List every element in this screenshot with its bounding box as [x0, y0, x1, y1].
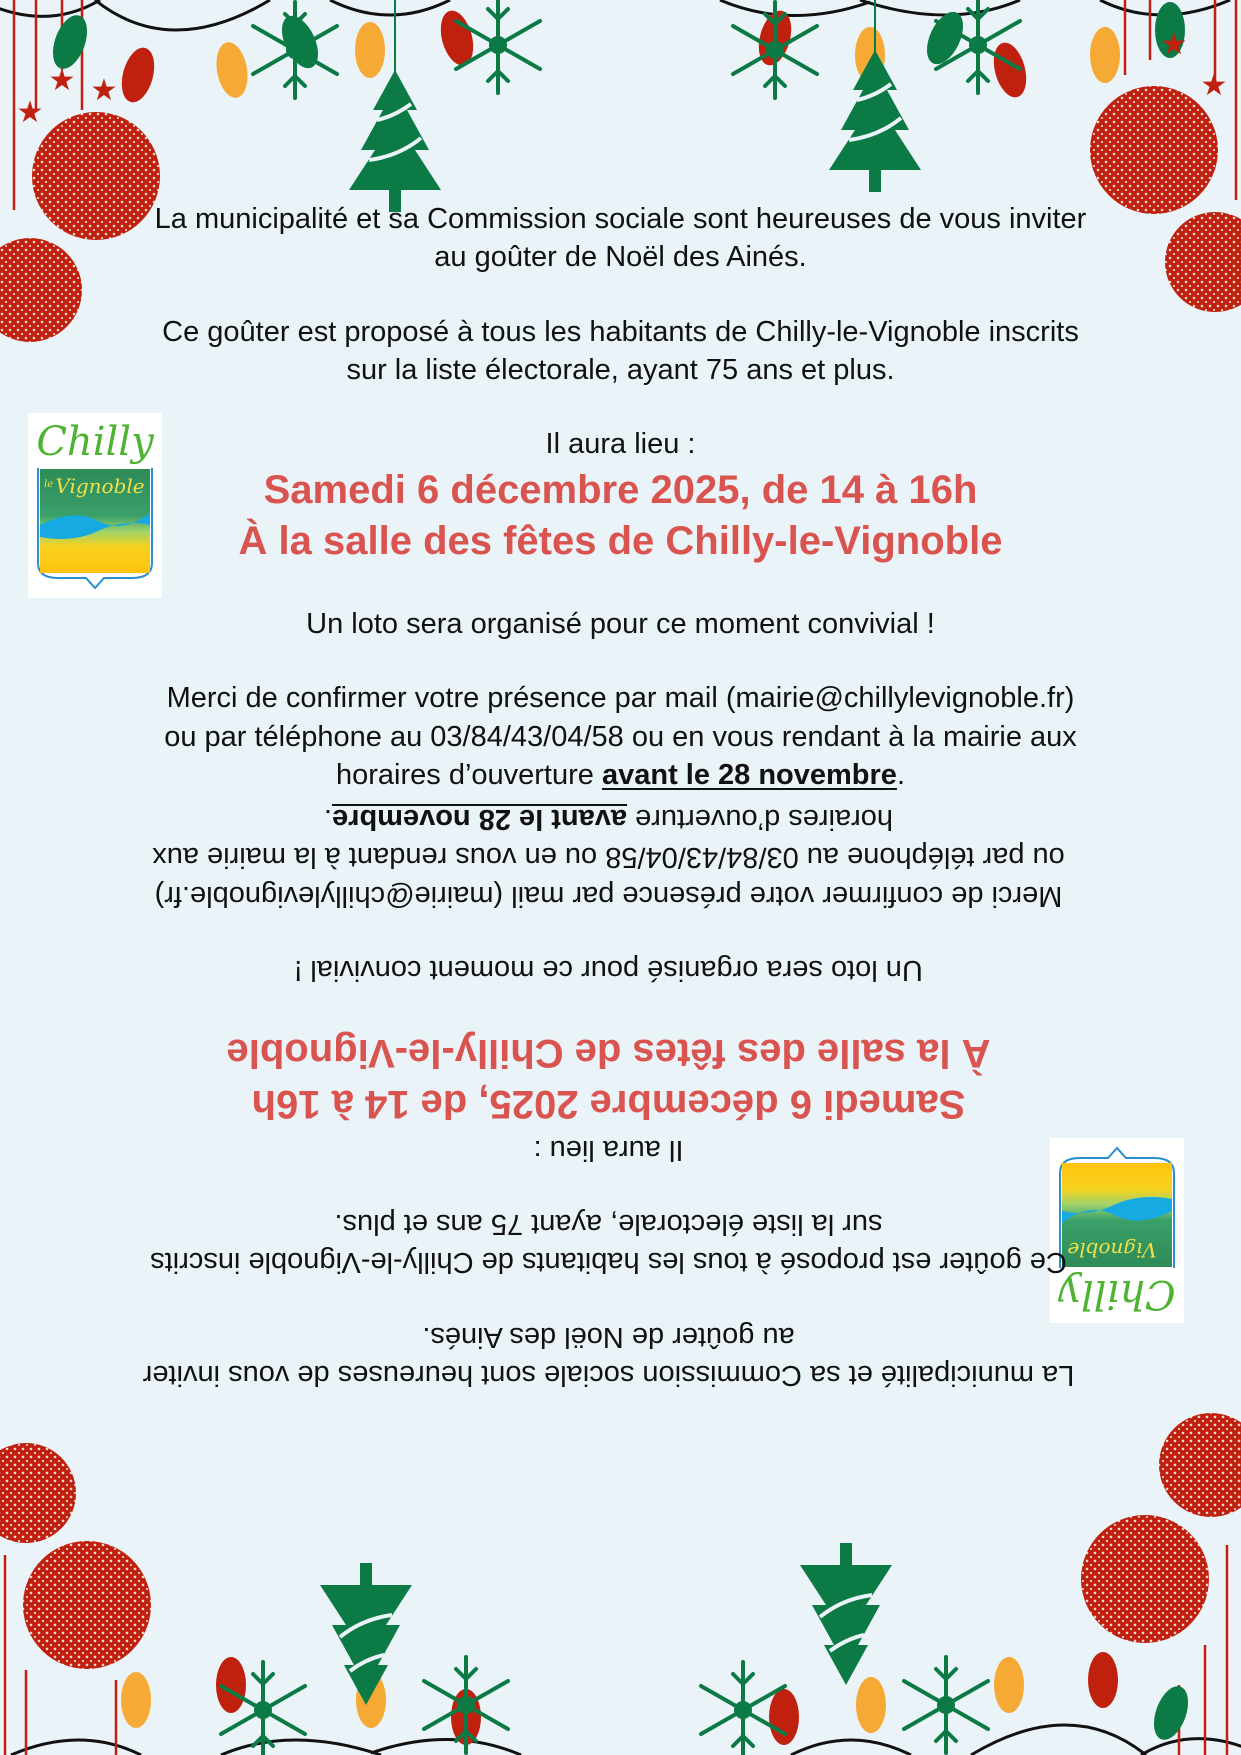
venue-intro: Il aura lieu :: [533, 1134, 684, 1166]
invitation-text: [0, 190, 1241, 800]
christmas-tree-icon: [829, 50, 921, 192]
garland-icon: [0, 0, 1230, 30]
eligibility-line: sur la liste électorale, ayant 75 ans et plus.: [334, 1208, 883, 1240]
loto-line: Un loto sera organisé pour ce moment convivial !: [306, 608, 935, 640]
rsvp-line: Merci de confirmer votre présence par mail (mairie@chillylevignoble.fr): [154, 880, 1063, 912]
rsvp-suffix: .: [896, 759, 906, 791]
eligibility-line: Ce goûter est proposé à tous les habitants de Chilly-le-Vignoble inscrits: [162, 316, 1079, 348]
rsvp-line: ou par téléphone au 03/84/43/04/58 ou en vous rendant à la mairie aux: [152, 841, 1065, 873]
loto-line: Un loto sera organisé pour ce moment convivial !: [294, 954, 923, 986]
svg-text:Vignoble: Vignoble: [1067, 1238, 1157, 1262]
invitation-text-upside-down: [0, 794, 1229, 1404]
svg-text:★: ★: [90, 73, 118, 108]
svg-text:★: ★: [1200, 68, 1228, 103]
star-icon: [17, 27, 1228, 130]
intro-line: La municipalité et sa Commission sociale sont heureuses de vous inviter: [142, 1359, 1075, 1391]
rsvp-deadline: avant le 28 novembre: [332, 803, 628, 835]
rsvp-prefix: horaires d’ouverture: [627, 803, 894, 835]
svg-text:Chilly: Chilly: [36, 419, 154, 465]
rsvp-line: ou par téléphone au 03/84/43/04/58 ou en vous rendant à la mairie aux: [164, 721, 1077, 753]
svg-text:★: ★: [1160, 27, 1188, 62]
snowflake-icon: [253, 2, 337, 98]
bulb-icon: [46, 2, 1185, 106]
event-date: Samedi 6 décembre 2025, de 14 à 16h: [263, 468, 978, 512]
intro-line: au goûter de Noël des Ainés.: [434, 241, 807, 273]
rsvp-deadline: avant le 28 novembre: [601, 759, 897, 791]
svg-text:Chilly: Chilly: [1058, 1271, 1176, 1317]
event-place: À la salle des fêtes de Chilly-le-Vignoble: [238, 519, 1003, 563]
rsvp-suffix: .: [323, 803, 333, 835]
intro-line: au goûter de Noël des Ainés.: [422, 1321, 795, 1353]
rsvp-prefix: horaires d’ouverture: [335, 759, 602, 791]
rsvp-line: Merci de confirmer votre présence par mail (mairie@chillylevignoble.fr): [166, 682, 1075, 714]
venue-intro: Il aura lieu :: [545, 428, 696, 460]
rsvp-line: [0, 800, 1229, 838]
hanging-strings-icon: [14, 0, 1236, 210]
svg-text:Vignoble: Vignoble: [55, 474, 145, 498]
eligibility-line: sur la liste électorale, ayant 75 ans et plus.: [346, 354, 895, 386]
svg-text:le: le: [44, 479, 54, 490]
event-place: À la salle des fêtes de Chilly-le-Vignoble: [226, 1031, 991, 1075]
intro-line: La municipalité et sa Commission sociale sont heureuses de vous inviter: [154, 203, 1087, 235]
eligibility-line: Ce goûter est proposé à tous les habitants de Chilly-le-Vignoble inscrits: [150, 1246, 1067, 1278]
svg-text:★: ★: [16, 95, 44, 130]
christmas-decoration-bottom: [0, 1395, 1241, 1755]
event-date: Samedi 6 décembre 2025, de 14 à 16h: [251, 1082, 966, 1126]
rsvp-line: [0, 756, 1241, 794]
svg-text:★: ★: [48, 63, 76, 98]
